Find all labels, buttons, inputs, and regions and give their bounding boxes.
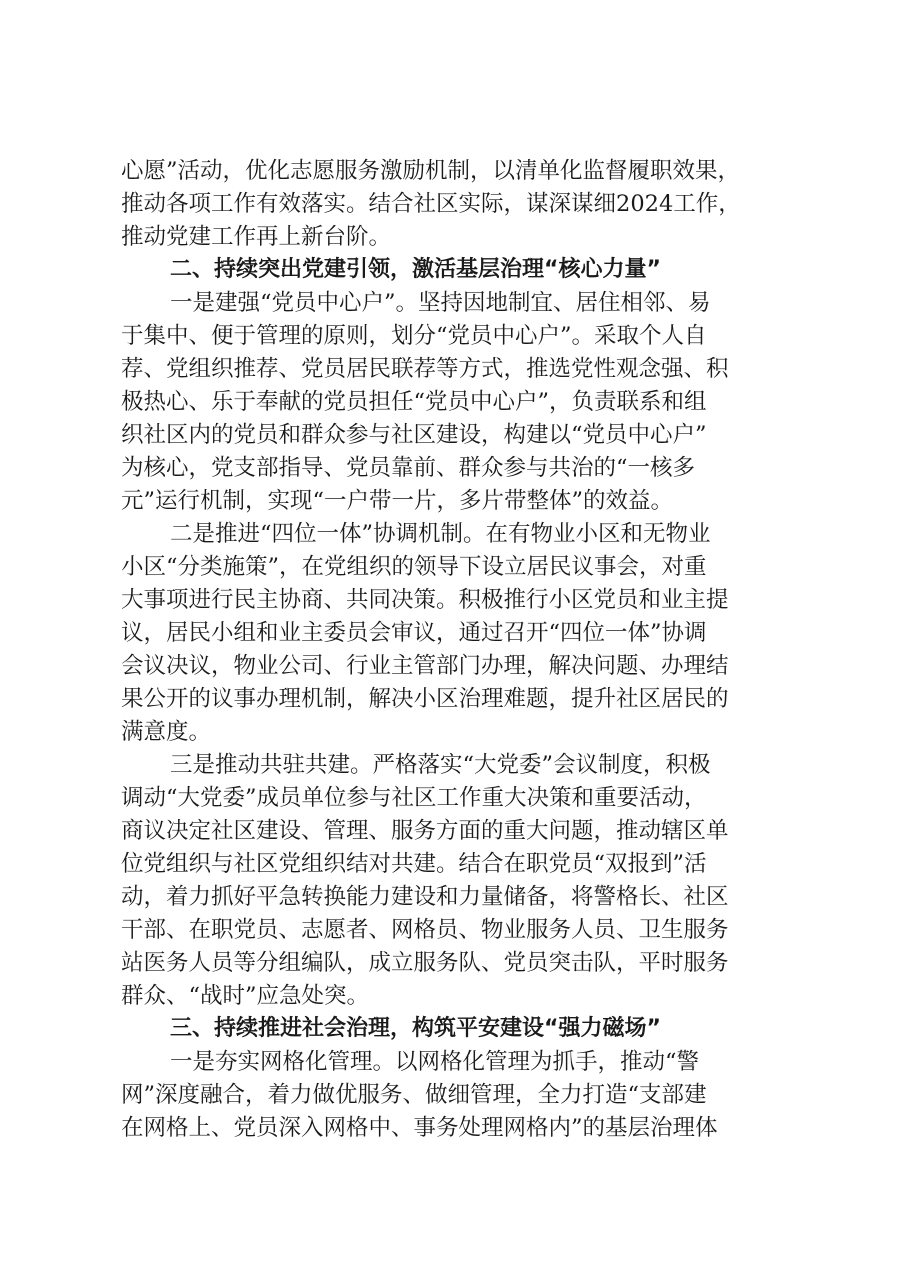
body-text-line: 满意度。 <box>121 719 212 745</box>
body-text-line: 调动“大党委”成员单位参与社区工作重大决策和重要活动， <box>121 785 707 811</box>
body-text-line: 织社区内的党员和群众参与社区建设，构建以“党员中心户” <box>121 422 707 448</box>
body-text-line: 小区“分类施策”，在党组织的领导下设立居民议事会，对重 <box>121 554 707 580</box>
body-text-line: 推动各项工作有效落实。结合社区实际，谋深谋细2024工作， <box>121 191 741 217</box>
body-text-line: 荐、党组织推荐、党员居民联荐等方式，推选党性观念强、积 <box>121 356 729 382</box>
section-heading: 二、持续突出党建引领，激活基层治理“核心力量” <box>170 257 661 282</box>
body-text-line: 大事项进行民主协商、共同决策。积极推行小区党员和业主提 <box>121 587 729 613</box>
section-heading: 三、持续推进社会治理，构筑平安建设“强力磁场” <box>170 1016 661 1041</box>
body-text-line: 果公开的议事办理机制，解决小区治理难题，提升社区居民的 <box>121 686 729 712</box>
body-text-line: 三是推动共驻共建。严格落实“大党委”会议制度，积极 <box>170 752 711 778</box>
body-text-line: 动，着力抓好平急转换能力建设和力量储备，将警格长、社区 <box>121 884 729 910</box>
body-text-line: 一是建强“党员中心户”。坚持因地制宜、居住相邻、易 <box>170 290 711 316</box>
body-text-line: 群众、“战时”应急处突。 <box>121 983 370 1009</box>
body-text-line: 位党组织与社区党组织结对共建。结合在职党员“双报到”活 <box>121 851 707 877</box>
body-text-line: 一是夯实网格化管理。以网格化管理为抓手，推动“警 <box>170 1049 700 1075</box>
body-text-line: 心愿”活动，优化志愿服务激励机制，以清单化监督履职效果， <box>121 158 741 184</box>
body-text-line: 会议决议，物业公司、行业主管部门办理，解决问题、办理结 <box>121 653 729 679</box>
body-text-line: 推动党建工作再上新台阶。 <box>121 224 392 250</box>
body-text-line: 干部、在职党员、志愿者、网格员、物业服务人员、卫生服务 <box>121 917 729 943</box>
body-text-line: 元”运行机制，实现“一户带一片，多片带整体”的效益。 <box>121 488 674 514</box>
body-text-line: 商议决定社区建设、管理、服务方面的重大问题，推动辖区单 <box>121 818 729 844</box>
body-text-line: 于集中、便于管理的原则，划分“党员中心户”。采取个人自 <box>121 323 707 349</box>
body-text-line: 二是推进“四位一体”协调机制。在有物业小区和无物业 <box>170 521 711 547</box>
body-text-line: 在网格上、党员深入网格中、事务处理网格内”的基层治理体 <box>121 1115 718 1141</box>
body-text-line: 站医务人员等分组编队，成立服务队、党员突击队，平时服务 <box>121 950 729 976</box>
body-text-line: 为核心，党支部指导、党员靠前、群众参与共治的“一核多 <box>121 455 696 481</box>
body-text-line: 极热心、乐于奉献的党员担任“党员中心户”，负责联系和组 <box>121 389 707 415</box>
body-text-line: 网”深度融合，着力做优服务、做细管理，全力打造“支部建 <box>121 1082 707 1108</box>
body-text-line: 议，居民小组和业主委员会审议，通过召开“四位一体”协调 <box>121 620 707 646</box>
